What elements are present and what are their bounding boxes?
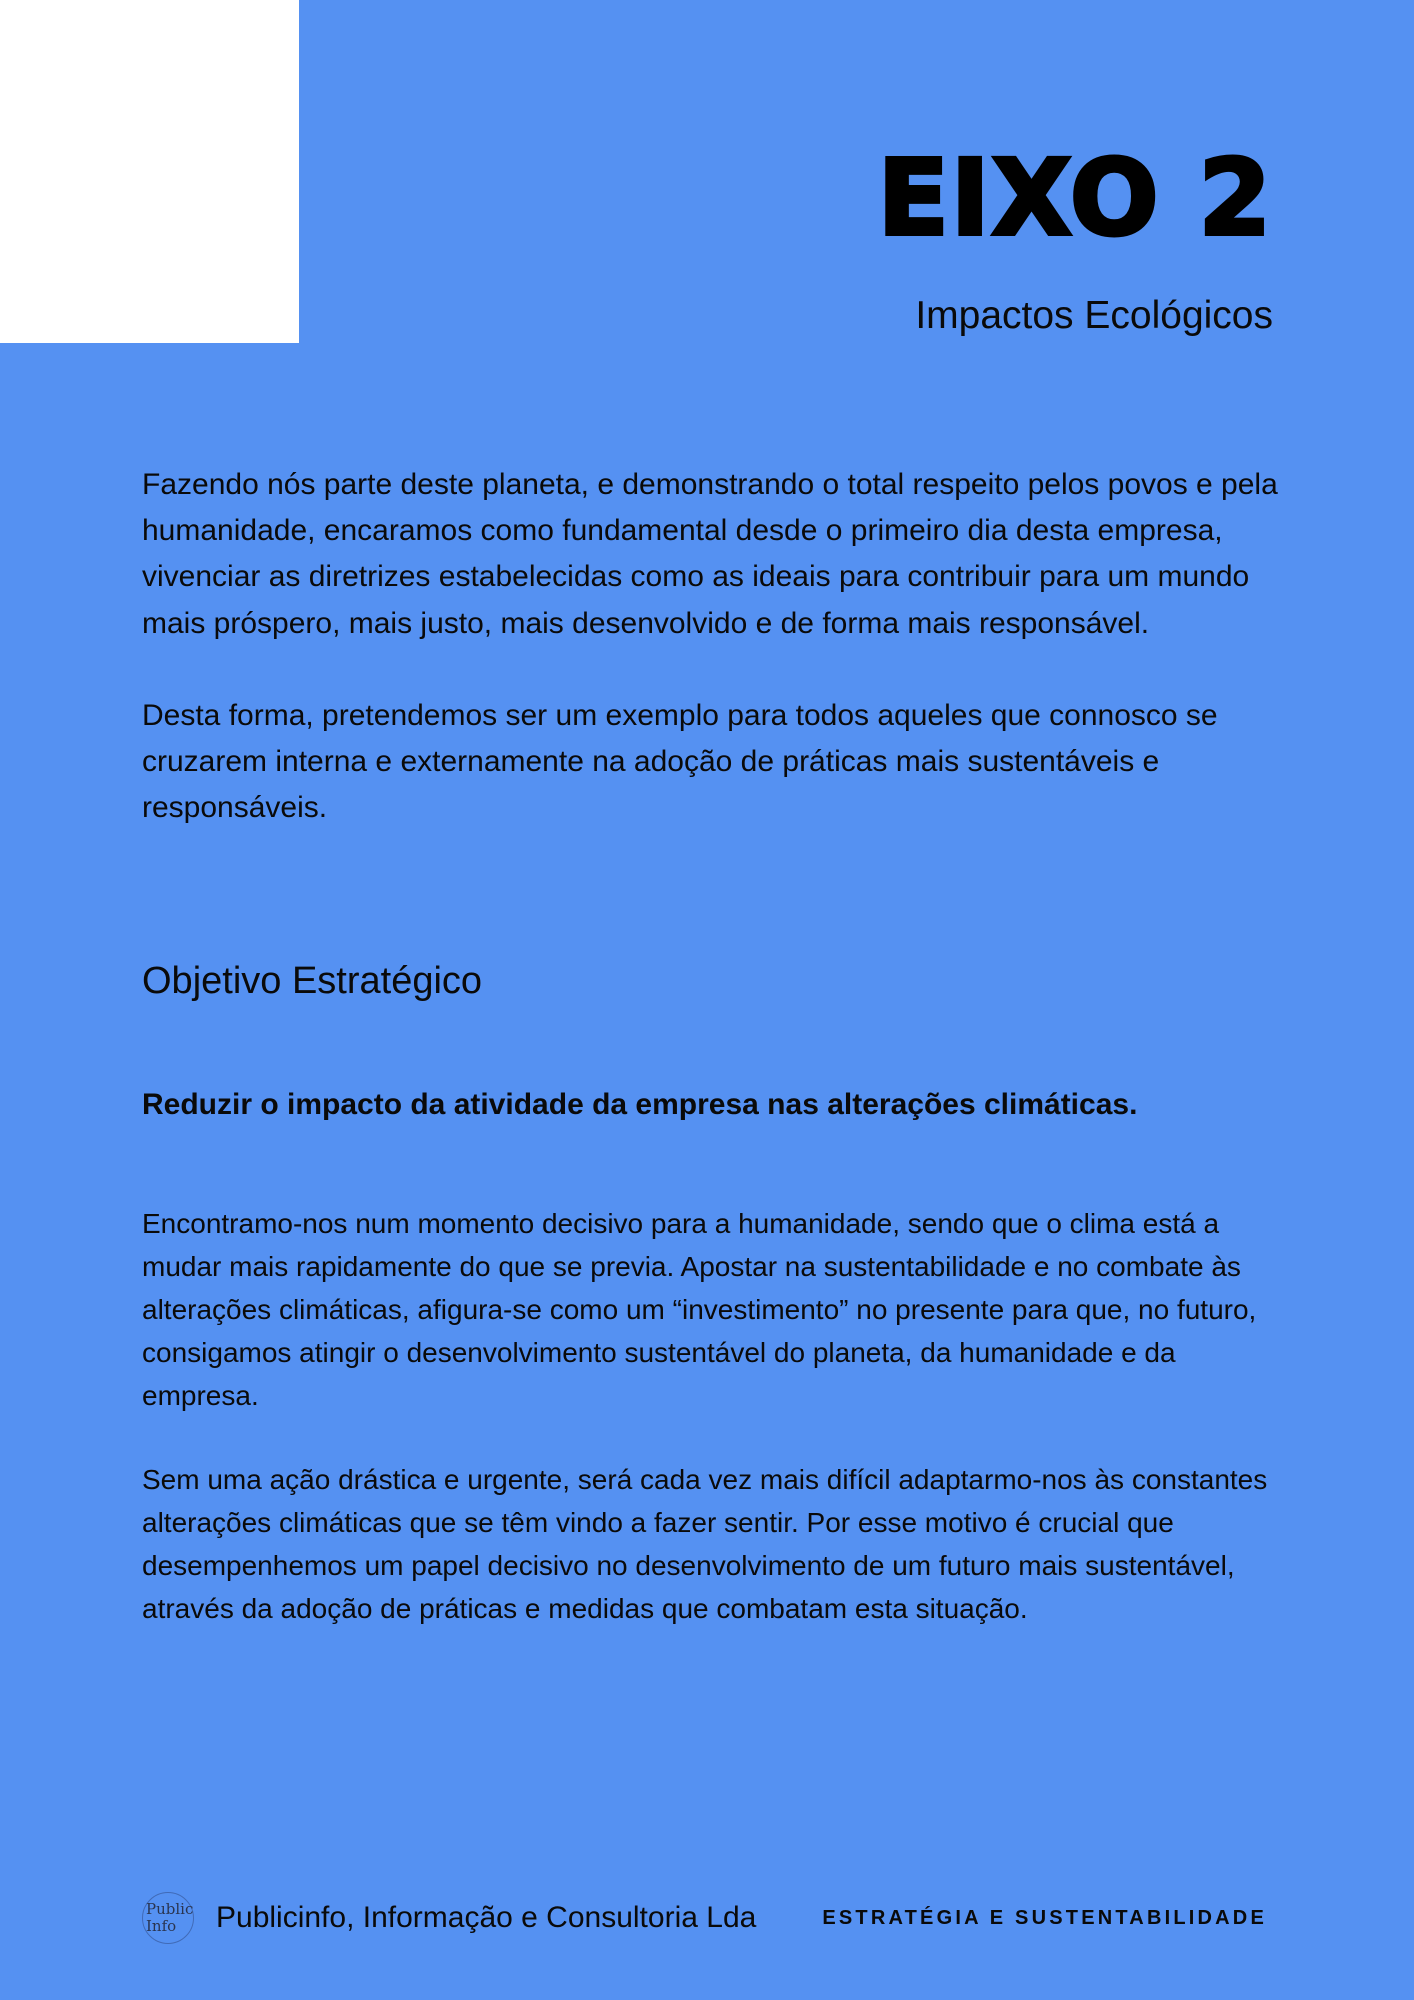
- company-name: Publicinfo, Informação e Consultoria Lda: [216, 1901, 757, 1934]
- page-title: EIXO 2: [877, 137, 1273, 259]
- main-content: [142, 462, 1282, 1631]
- document-label: ESTRATÉGIA E SUSTENTABILIDADE: [822, 1907, 1267, 1929]
- section-heading: Objetivo Estratégico: [142, 960, 483, 1003]
- white-corner-block: [0, 0, 299, 343]
- logo-text-line-2: Info: [146, 1917, 177, 1935]
- intro-paragraph-1: Fazendo nós parte deste planeta, e demonstrando o total respeito pelos povos e pela humanidade, encaramos como fundamental desde o primeiro dia desta empresa, vivenciar as diretrizes estabelecidas como as ideais para contribuir para um mundo mais próspero, mais justo, mais desenvolvido e de forma mais responsável.: [142, 468, 1278, 640]
- strategic-objective: Reduzir o impacto da atividade da empresa nas alterações climáticas.: [142, 1088, 1138, 1122]
- section-paragraph-1: Encontramo-nos num momento decisivo para a humanidade, sendo que o clima está a mudar mais rapidamente do que se previa. Apostar na sustentabilidade e no combate às alterações climáticas, afigura-se como um “investimento” no presente para que, no futuro, consigamos atingir o desenvolvimento sustentável do planeta, da humanidade e da empresa.: [142, 1208, 1257, 1411]
- intro-paragraph-2: Desta forma, pretendemos ser um exemplo para todos aqueles que connosco se cruzarem interna e externamente na adoção de práticas mais sustentáveis e responsáveis.: [142, 698, 1218, 825]
- section-paragraph-2: Sem uma ação drástica e urgente, será cada vez mais difícil adaptarmo-nos às constantes alterações climáticas que se têm vindo a fazer sentir. Por esse motivo é crucial que desempenhemos um papel decisivo no desenvolvimento de um futuro mais sustentável, através da adoção de práticas e medidas que combatam esta situação.: [142, 1464, 1268, 1624]
- page-footer: [142, 1892, 1273, 1946]
- page-subtitle: Impactos Ecológicos: [915, 294, 1273, 337]
- publicinfo-logo: [142, 1892, 194, 1944]
- logo-text-line-1: Public: [146, 1900, 194, 1918]
